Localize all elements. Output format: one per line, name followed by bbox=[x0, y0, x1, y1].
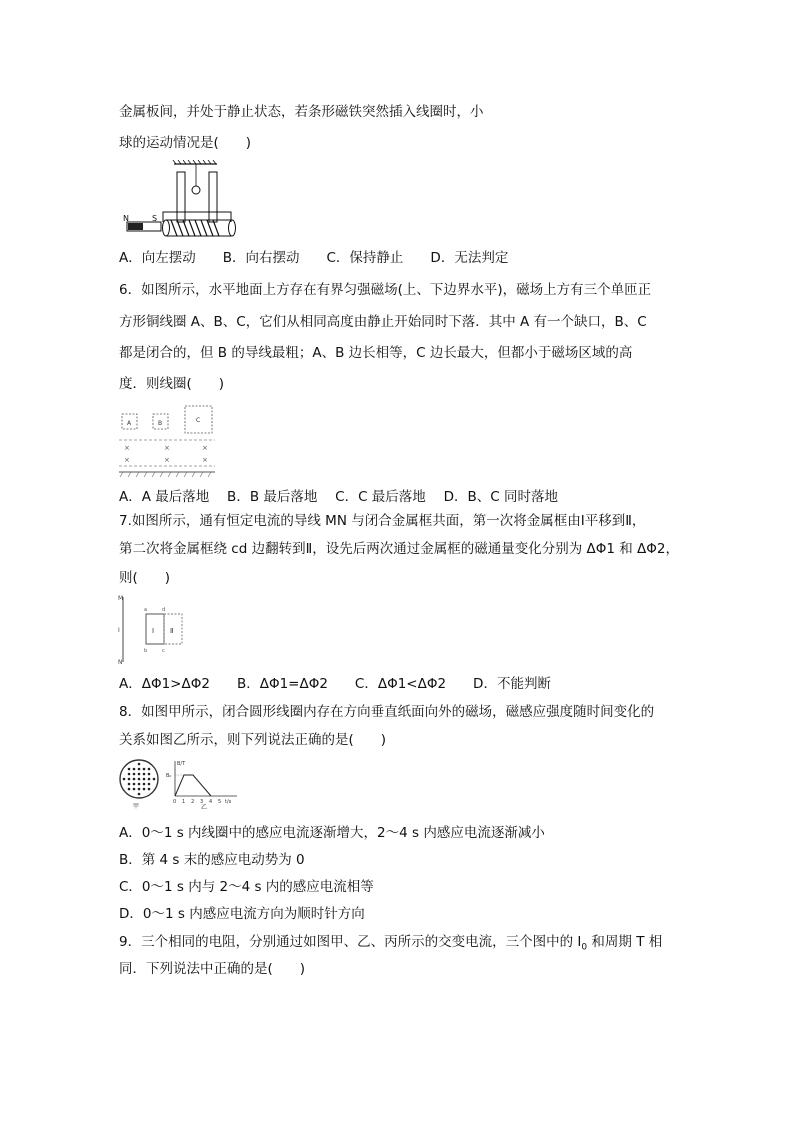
svg-text:×: × bbox=[164, 444, 170, 452]
field-dot bbox=[123, 778, 126, 781]
field-dot bbox=[138, 793, 141, 796]
q7-text-line3: 则( ) bbox=[119, 570, 171, 586]
magnet-n-label: N bbox=[123, 214, 129, 223]
graph-b-axis-label: B/T bbox=[177, 761, 186, 767]
circular-coil-with-field bbox=[120, 760, 158, 798]
field-dot bbox=[133, 768, 136, 771]
corner-b-label: b bbox=[144, 648, 148, 654]
svg-text:×: × bbox=[202, 444, 208, 452]
graph-tick-2: 2 bbox=[191, 799, 195, 805]
frame-position-1 bbox=[146, 614, 164, 644]
field-dot bbox=[128, 783, 131, 786]
field-dot bbox=[128, 788, 131, 791]
q6-text-line4: 度．则线圈( ) bbox=[119, 376, 225, 392]
corner-a-label: a bbox=[144, 607, 148, 613]
q8-figure-coil-and-graph bbox=[119, 758, 239, 810]
graph-b-curve bbox=[175, 775, 211, 796]
wire-m-label: M bbox=[118, 595, 124, 602]
field-dot bbox=[138, 763, 141, 766]
field-dot bbox=[143, 778, 146, 781]
coil-b-label: B bbox=[158, 420, 163, 427]
field-dot bbox=[128, 768, 131, 771]
field-dot bbox=[153, 778, 156, 781]
magnetic-field-crosses bbox=[124, 444, 208, 464]
field-dot bbox=[138, 788, 141, 791]
field-dot bbox=[148, 778, 151, 781]
field-dot bbox=[143, 788, 146, 791]
ceiling-support bbox=[173, 160, 217, 164]
q8-text-line2: 关系如图乙所示，则下列说法正确的是( ) bbox=[119, 732, 387, 748]
q9-line1-sub: 0 bbox=[581, 942, 588, 953]
ground-hatching bbox=[120, 472, 211, 477]
svg-text:×: × bbox=[202, 456, 208, 464]
field-dot bbox=[128, 778, 131, 781]
q8-option-a: A．0～1 s 内线圈中的感应电流逐渐增大，2～4 s 内感应电流逐渐减小 bbox=[119, 825, 545, 841]
field-dot bbox=[133, 783, 136, 786]
svg-text:×: × bbox=[164, 456, 170, 464]
q9-text-line1 bbox=[119, 933, 662, 957]
q9-line1-post: 和周期 T 相 bbox=[587, 934, 663, 950]
small-ball bbox=[192, 186, 200, 194]
q5-figure-magnet-coil bbox=[119, 160, 239, 242]
corner-d-label: d bbox=[162, 607, 166, 613]
q6-text-line1: 6．如图所示，水平地面上方存在有界匀强磁场(上、下边界水平)，磁场上方有三个单匝正 bbox=[119, 282, 652, 298]
q7-options: A．ΔΦ1>ΔΦ2 B．ΔΦ1=ΔΦ2 C．ΔΦ1<ΔΦ2 D．不能判断 bbox=[119, 676, 551, 692]
svg-text:×: × bbox=[124, 444, 130, 452]
field-dot bbox=[138, 773, 141, 776]
q9-line1-pre: 9．三个相同的电阻，分别通过如图甲、乙、丙所示的交变电流，三个图中的 I bbox=[119, 934, 582, 950]
graph-tick-4: 4 bbox=[209, 799, 213, 805]
field-dot bbox=[148, 788, 151, 791]
q7-text-line2: 第二次将金属框绕 cd 边翻转到Ⅱ，设先后两次通过金属框的磁通量变化分别为 ΔΦ1 和 ΔΦ2， bbox=[119, 541, 679, 557]
left-metal-plate bbox=[177, 172, 185, 222]
q8-option-c: C．0～1 s 内与 2～4 s 内的感应电流相等 bbox=[119, 879, 374, 895]
q7-text-line1: 7.如图所示，通有恒定电流的导线 MN 与闭合金属框共面，第一次将金属框由Ⅰ平移到Ⅱ， bbox=[119, 513, 646, 529]
field-dot bbox=[143, 773, 146, 776]
current-i-label: I bbox=[118, 627, 120, 634]
magnet-s-label: S bbox=[152, 214, 158, 223]
q6-text-line3: 都是闭合的，但 B 的导线最粗；A、B 边长相等，C 边长最大，但都小于磁场区域的高 bbox=[119, 345, 633, 361]
q6-figure-coils-field bbox=[119, 402, 219, 478]
field-dot bbox=[143, 783, 146, 786]
q5-text-line2: 球的运动情况是( ) bbox=[119, 135, 252, 151]
corner-c-label: c bbox=[162, 648, 165, 654]
graph-t-axis-label: t/s bbox=[225, 799, 232, 805]
bar-magnet bbox=[123, 214, 161, 231]
field-dot bbox=[133, 778, 136, 781]
coil-c-label: C bbox=[196, 417, 201, 424]
b-t-graph bbox=[166, 761, 237, 810]
figure-yi-label: 乙 bbox=[201, 804, 208, 810]
field-dot bbox=[138, 783, 141, 786]
q6-text-line2: 方形铜线圈 A、B、C，它们从相同高度由静止开始同时下落．其中 A 有一个缺口，B、C bbox=[119, 314, 647, 330]
region-1-label: Ⅰ bbox=[152, 627, 155, 635]
q7-figure-wire-frame bbox=[116, 592, 196, 666]
wire-n-label: N bbox=[118, 659, 123, 666]
field-dot bbox=[148, 773, 151, 776]
svg-text:×: × bbox=[124, 456, 130, 464]
graph-b0-label: B₀ bbox=[166, 773, 172, 779]
graph-tick-3: 3 bbox=[200, 799, 204, 805]
field-dot bbox=[138, 768, 141, 771]
field-dot bbox=[128, 773, 131, 776]
q8-text-line1: 8．如图甲所示，闭合圆形线圈内存在方向垂直纸面向外的磁场，磁感应强度随时间变化的 bbox=[119, 704, 655, 720]
q9-text-line2: 同．下列说法中正确的是( ) bbox=[119, 961, 306, 977]
coil-a-label: A bbox=[127, 420, 132, 427]
right-metal-plate bbox=[209, 172, 217, 222]
q8-option-b: B．第 4 s 末的感应电动势为 0 bbox=[119, 852, 305, 868]
q5-text-line1: 金属板间，并处于静止状态，若条形磁铁突然插入线圈时，小 bbox=[119, 104, 484, 120]
q5-options: A．向左摆动 B．向右摆动 C．保持静止 D．无法判定 bbox=[119, 250, 509, 266]
field-dot bbox=[133, 788, 136, 791]
q6-options: A．A 最后落地 B．B 最后落地 C．C 最后落地 D．B、C 同时落地 bbox=[119, 489, 558, 505]
q8-option-d: D．0～1 s 内感应电流方向为顺时针方向 bbox=[119, 906, 365, 922]
figure-jia-label: 甲 bbox=[133, 803, 140, 810]
solenoid-coil bbox=[163, 220, 236, 236]
field-dot bbox=[133, 773, 136, 776]
field-dot bbox=[148, 768, 151, 771]
field-dot bbox=[143, 768, 146, 771]
graph-tick-1: 1 bbox=[182, 799, 186, 805]
region-2-label: Ⅱ bbox=[170, 627, 174, 635]
graph-tick-5: 5 bbox=[218, 799, 222, 805]
field-dot bbox=[138, 778, 141, 781]
field-dot bbox=[148, 783, 151, 786]
graph-tick-0: 0 bbox=[173, 799, 177, 805]
